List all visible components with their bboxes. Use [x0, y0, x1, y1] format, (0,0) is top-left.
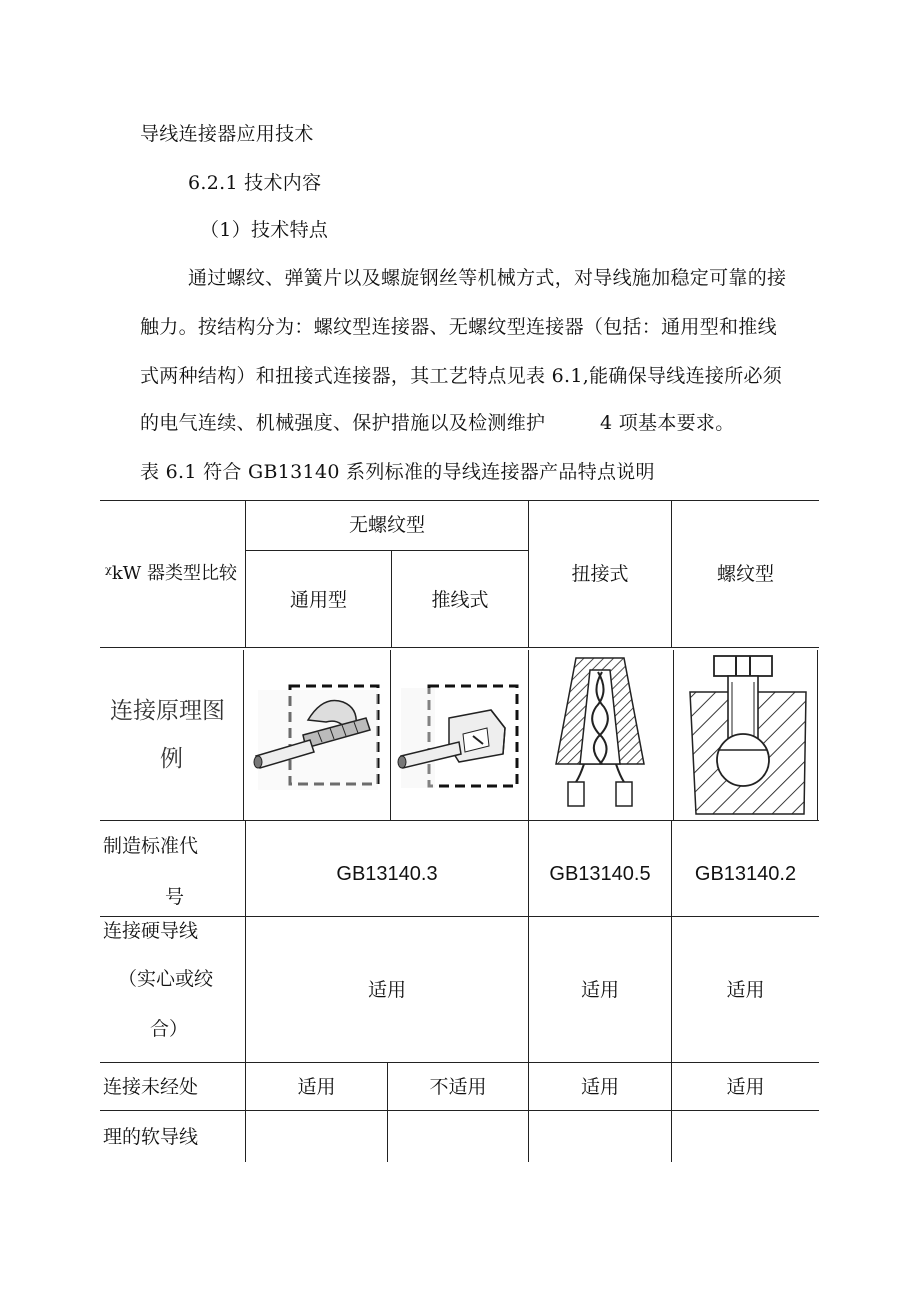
hard-threaded: 适用 [726, 979, 765, 1001]
body-line-4b: 4 项基本要求。 [600, 412, 735, 434]
document-title: 导线连接器应用技术 [140, 123, 314, 145]
soft-general: 适用 [297, 1076, 336, 1098]
hard-label-line2: （实心或绞 [118, 968, 214, 990]
std-twist: GB13140.5 [549, 863, 651, 885]
subsection-heading: （1）技术特点 [200, 219, 329, 241]
std-label-line2: 号 [165, 886, 185, 908]
header-general: 通用型 [289, 589, 347, 611]
body-line-2: 触力。按结构分为：螺纹型连接器、无螺纹型连接器（包括：通用型和推线 [140, 316, 777, 338]
push-type-connector-diagram [393, 670, 527, 805]
header-screwless: 无螺纹型 [348, 514, 425, 536]
std-screwless: GB13140.3 [336, 863, 438, 885]
std-threaded: GB13140.2 [694, 863, 797, 885]
table-caption: 表 6.1 符合 GB13140 系列标准的导线连接器产品特点说明 [140, 461, 655, 483]
body-line-3: 式两种结构）和扭接式连接器，其工艺特点见表 6.1,能确保导线连接所必须 [140, 365, 783, 387]
header-twist: 扭接式 [571, 563, 629, 585]
threaded-type-connector-diagram [676, 652, 816, 816]
body-line-4a: 的电气连续、机械强度、保护措施以及检测维护 [140, 412, 546, 434]
table-corner-header: ᵡkW 器类型比较 [105, 563, 237, 584]
soft-push: 不适用 [429, 1076, 487, 1098]
hard-twist: 适用 [580, 979, 619, 1001]
hard-screwless: 适用 [367, 979, 406, 1001]
hard-label-line3: 合） [150, 1018, 189, 1040]
general-type-connector-diagram [248, 670, 386, 805]
soft-twist: 适用 [580, 1076, 619, 1098]
soft-label-line1: 连接未经处 [103, 1076, 199, 1098]
diagram-label-line1: 连接原理图 [110, 698, 225, 724]
soft-label-line2: 理的软导线 [103, 1126, 199, 1148]
soft-threaded: 适用 [726, 1076, 765, 1098]
section-heading: 6.2.1 技术内容 [188, 172, 322, 194]
body-line-1: 通过螺纹、弹簧片以及螺旋钢丝等机械方式，对导线施加稳定可靠的接 [188, 267, 787, 289]
header-threaded: 螺纹型 [716, 563, 774, 585]
diagram-label-line2: 例 [160, 746, 183, 772]
twist-type-connector-diagram [540, 652, 660, 814]
hard-label-line1: 连接硬导线 [103, 920, 199, 942]
header-push: 推线式 [431, 589, 489, 611]
std-label-line1: 制造标准代 [103, 835, 199, 857]
